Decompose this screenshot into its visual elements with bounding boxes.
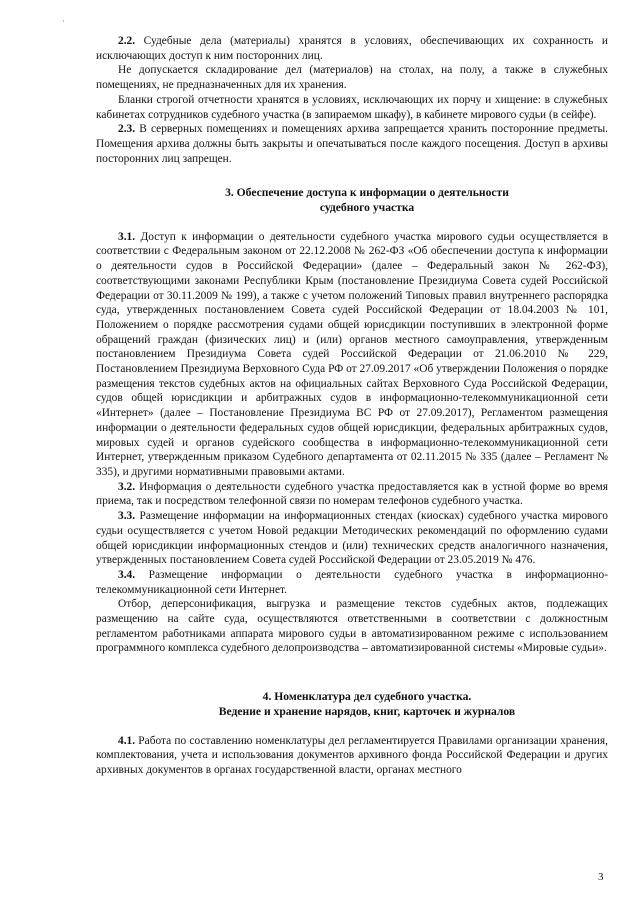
- document-body: [96, 34, 608, 778]
- clause-text: Размещение информации о деятельности судебного участка в информационно-телекоммуникационной сети Интернет.: [96, 568, 608, 596]
- clause-text: В серверных помещениях и помещениях архива запрещается хранить посторонние предметы. Помещения архива должны быть закрыты и опечатываться после каждого посещения. Доступ в архивы посторонних лиц запрещен.: [96, 123, 608, 165]
- paragraph-3-1: [96, 230, 608, 480]
- section-4: [96, 690, 608, 778]
- clause-number: 3.1.: [118, 230, 136, 243]
- section-2-continued: [96, 34, 608, 166]
- paragraph-no-piling: Не допускается складирование дел (материалов) на столах, на полу, а также в служебных помещениях, не предназначенных для их хранения.: [96, 64, 608, 92]
- paragraph-2-2: [96, 34, 608, 63]
- paragraph-3-2: [96, 480, 608, 509]
- clause-text: Работа по составлению номенклатуры дел регламентируется Правилами организации хранения, комплектования, учета и использования документов архивного фонда Российской Федерации и других архивных документов в органах государственной власти, органах местного: [96, 734, 608, 776]
- page-number: 3: [598, 871, 604, 883]
- clause-number: 2.2.: [118, 35, 136, 47]
- clause-number: 3.4.: [118, 568, 136, 581]
- section-3-heading-line1: 3. Обеспечение доступа к информации о деятельности: [225, 186, 509, 200]
- section-3-heading-line2: судебного участка: [319, 201, 415, 215]
- section-4-heading-line2: Ведение и хранение нарядов, книг, карточек и журналов: [218, 704, 516, 718]
- section-3: [96, 186, 608, 656]
- paragraph-2-3: [96, 122, 608, 166]
- clause-number: 4.1.: [118, 734, 136, 747]
- clause-number: 3.3.: [118, 510, 136, 523]
- scan-speck: ·: [62, 16, 65, 26]
- clause-text: Доступ к информации о деятельности судебного участка мирового судьи осуществляется в соответствии с Федеральным законом от 22.12.2008 № 262-ФЗ «Об обеспечении доступа к информации о деятельности судов в Российской Федерации» (далее – Федеральный закон № 262-ФЗ), соответствующими законами Республики Крым (постановление Президиума Совета судей Российской Федерации от 30.11.2009 № 199), а также с учетом положений Типовых правил внутреннего распорядка суда, утвержденных постановлением Совета судей Российской Федерации от 18.04.2003 № 101, Положением о порядке рассмотрения судами общей юрисдикции поступивших в электронной форме обращений граждан (физических лиц) и (или) органов местного самоуправления, утвержденным постановлением Президиума Совета судей Российской Федерации от 21.06.2010 № 229, Постановлением Президиума Верховного Суда РФ от 27.09.2017 «Об утверждении Положения о порядке размещения текстов судебных актов на официальных сайтах Верховного Суда Российской Федерации, судов общей юрисдикции и арбитражных судов в информационно-телекоммуникационной сети «Интернет» (далее – Постановление Президиума ВС РФ от 27.09.2017), Регламентом размещения информации о деятельности федеральных судов общей юрисдикции, федеральных арбитражных судов, мировых судей и органов судейского сообщества в информационно-телекоммуникационной сети Интернет, утвержденным приказом Судебного департамента от 02.11.2015 № 335 (далее – Регламент № 335), и другими нормативными правовыми актами.: [96, 230, 608, 478]
- paragraph-depersonalization: Отбор, деперсонификация, выгрузка и размещение текстов судебных актов, подлежащих размещению на сайте суда, осуществляются ответственными в соответствии с должностным регламентом работниками аппарата мирового судьи в автоматизированном режиме с использованием программного комплекса судебного делопроизводства – автоматизированной системы «Мировые судьи».: [96, 598, 608, 655]
- paragraph-strict-forms: Бланки строгой отчетности хранятся в условиях, исключающих их порчу и хищение: в служебных кабинетах сотрудников судебного участка (в запираемом шкафу), в кабинете мирового судьи (в сейфе).: [96, 93, 608, 121]
- clause-text: Размещение информации на информационных стендах (киосках) судебного участка мирового судьи осуществляется с учетом Новой редакции Методических рекомендаций по оформлению судами общей юрисдикции информационных стендов и (или) технических средств аналогичного назначения, утвержденных постановлением Совета судей Российской Федерации от 23.05.2019 № 476.: [96, 510, 608, 567]
- clause-number: 2.3.: [118, 123, 136, 136]
- section-4-heading-line1: 4. Номенклатура дел судебного участка.: [262, 690, 472, 704]
- clause-text: Судебные дела (материалы) хранятся в условиях, обеспечивающих их сохранность и исключающих доступ к ним посторонних лиц.: [96, 35, 608, 62]
- paragraph-4-1: [96, 734, 608, 778]
- paragraph-3-4: [96, 568, 608, 597]
- clause-number: 3.2.: [118, 480, 136, 493]
- clause-text: Информация о деятельности судебного участка предоставляется как в устной форме во время приема, так и посредством телефонной связи по номерам телефонов судебного участка.: [96, 480, 608, 508]
- paragraph-3-3: [96, 509, 608, 568]
